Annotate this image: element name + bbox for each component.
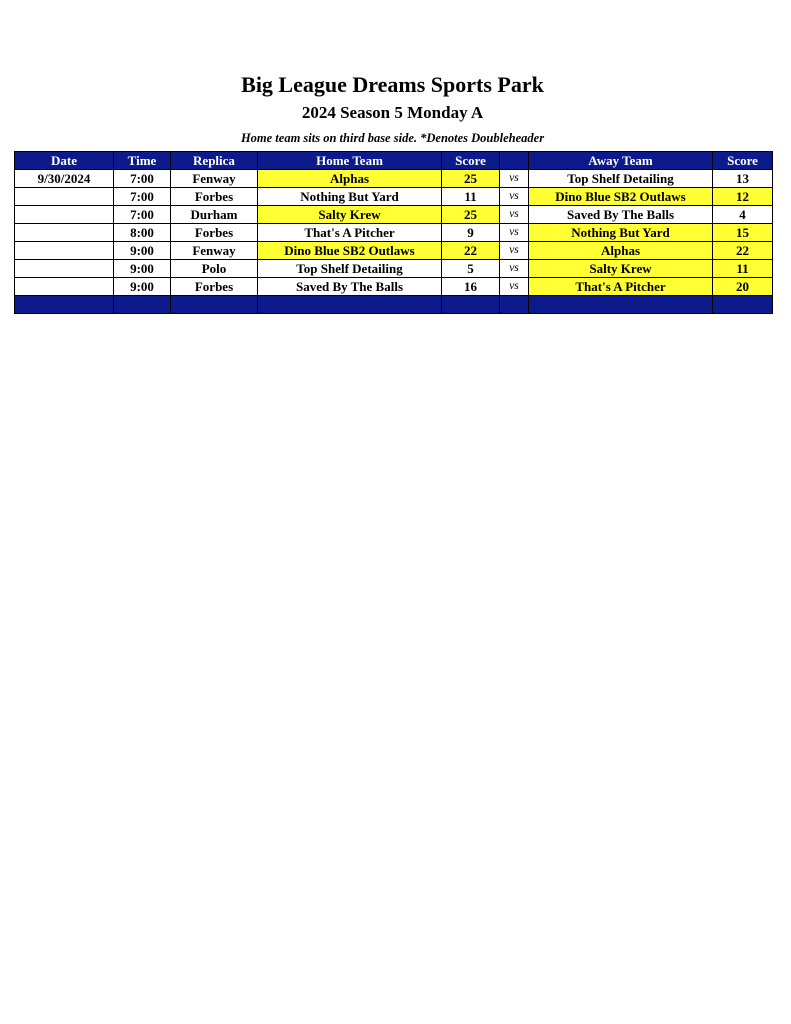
cell-replica: Forbes: [171, 278, 258, 296]
cell-away-score: 13: [713, 170, 773, 188]
cell-replica: Fenway: [171, 170, 258, 188]
footer-cell: [442, 296, 500, 314]
cell-date: [15, 278, 114, 296]
cell-home-team: Dino Blue SB2 Outlaws: [258, 242, 442, 260]
cell-replica: Durham: [171, 206, 258, 224]
cell-home-team: Alphas: [258, 170, 442, 188]
cell-away-team: Nothing But Yard: [529, 224, 713, 242]
cell-away-score: 11: [713, 260, 773, 278]
column-header-vs: [500, 152, 529, 170]
cell-away-score: 15: [713, 224, 773, 242]
cell-home-score: 16: [442, 278, 500, 296]
table-footer-bar: [15, 296, 773, 314]
cell-date: [15, 260, 114, 278]
cell-time: 8:00: [114, 224, 171, 242]
footer-cell: [171, 296, 258, 314]
footer-cell: [114, 296, 171, 314]
footer-cell: [15, 296, 114, 314]
cell-away-score: 20: [713, 278, 773, 296]
column-header-replica: Replica: [171, 152, 258, 170]
cell-time: 9:00: [114, 278, 171, 296]
cell-home-score: 5: [442, 260, 500, 278]
table-row: [15, 170, 773, 188]
cell-replica: Polo: [171, 260, 258, 278]
cell-home-team: Salty Krew: [258, 206, 442, 224]
cell-replica: Forbes: [171, 188, 258, 206]
cell-replica: Fenway: [171, 242, 258, 260]
cell-vs: vs: [500, 278, 529, 296]
cell-home-score: 11: [442, 188, 500, 206]
table-header-row: [15, 152, 773, 170]
cell-home-score: 9: [442, 224, 500, 242]
cell-home-score: 25: [442, 170, 500, 188]
cell-home-team: Top Shelf Detailing: [258, 260, 442, 278]
footer-cell: [713, 296, 773, 314]
schedule-table: [14, 151, 773, 314]
cell-date: [15, 224, 114, 242]
table-row: [15, 242, 773, 260]
table-row: [15, 188, 773, 206]
cell-away-score: 12: [713, 188, 773, 206]
cell-home-score: 22: [442, 242, 500, 260]
column-header-home-team: Home Team: [258, 152, 442, 170]
column-header-away-score: Score: [713, 152, 773, 170]
column-header-date: Date: [15, 152, 114, 170]
cell-time: 9:00: [114, 242, 171, 260]
column-header-away-team: Away Team: [529, 152, 713, 170]
cell-away-score: 4: [713, 206, 773, 224]
cell-date: [15, 188, 114, 206]
cell-away-team: Alphas: [529, 242, 713, 260]
cell-date: 9/30/2024: [15, 170, 114, 188]
cell-time: 9:00: [114, 260, 171, 278]
column-header-home-score: Score: [442, 152, 500, 170]
cell-vs: vs: [500, 188, 529, 206]
table-row: [15, 224, 773, 242]
page-subtitle: 2024 Season 5 Monday A: [301, 103, 484, 122]
cell-away-team: That's A Pitcher: [529, 278, 713, 296]
cell-date: [15, 242, 114, 260]
footer-cell: [500, 296, 529, 314]
cell-time: 7:00: [114, 188, 171, 206]
cell-vs: vs: [500, 206, 529, 224]
page-title: Big League Dreams Sports Park: [241, 72, 544, 97]
table-row: [15, 206, 773, 224]
cell-vs: vs: [500, 242, 529, 260]
cell-vs: vs: [500, 260, 529, 278]
cell-date: [15, 206, 114, 224]
table-row: [15, 278, 773, 296]
cell-home-score: 25: [442, 206, 500, 224]
cell-time: 7:00: [114, 170, 171, 188]
column-header-time: Time: [114, 152, 171, 170]
schedule-note: Home team sits on third base side. *Denotes Doubleheader: [240, 131, 545, 145]
cell-home-team: Saved By The Balls: [258, 278, 442, 296]
schedule-body: [15, 170, 773, 296]
cell-home-team: Nothing But Yard: [258, 188, 442, 206]
cell-vs: vs: [500, 170, 529, 188]
cell-away-score: 22: [713, 242, 773, 260]
cell-vs: vs: [500, 224, 529, 242]
footer-cell: [258, 296, 442, 314]
cell-away-team: Saved By The Balls: [529, 206, 713, 224]
cell-home-team: That's A Pitcher: [258, 224, 442, 242]
table-row: [15, 260, 773, 278]
cell-time: 7:00: [114, 206, 171, 224]
cell-replica: Forbes: [171, 224, 258, 242]
cell-away-team: Dino Blue SB2 Outlaws: [529, 188, 713, 206]
cell-away-team: Salty Krew: [529, 260, 713, 278]
footer-cell: [529, 296, 713, 314]
cell-away-team: Top Shelf Detailing: [529, 170, 713, 188]
